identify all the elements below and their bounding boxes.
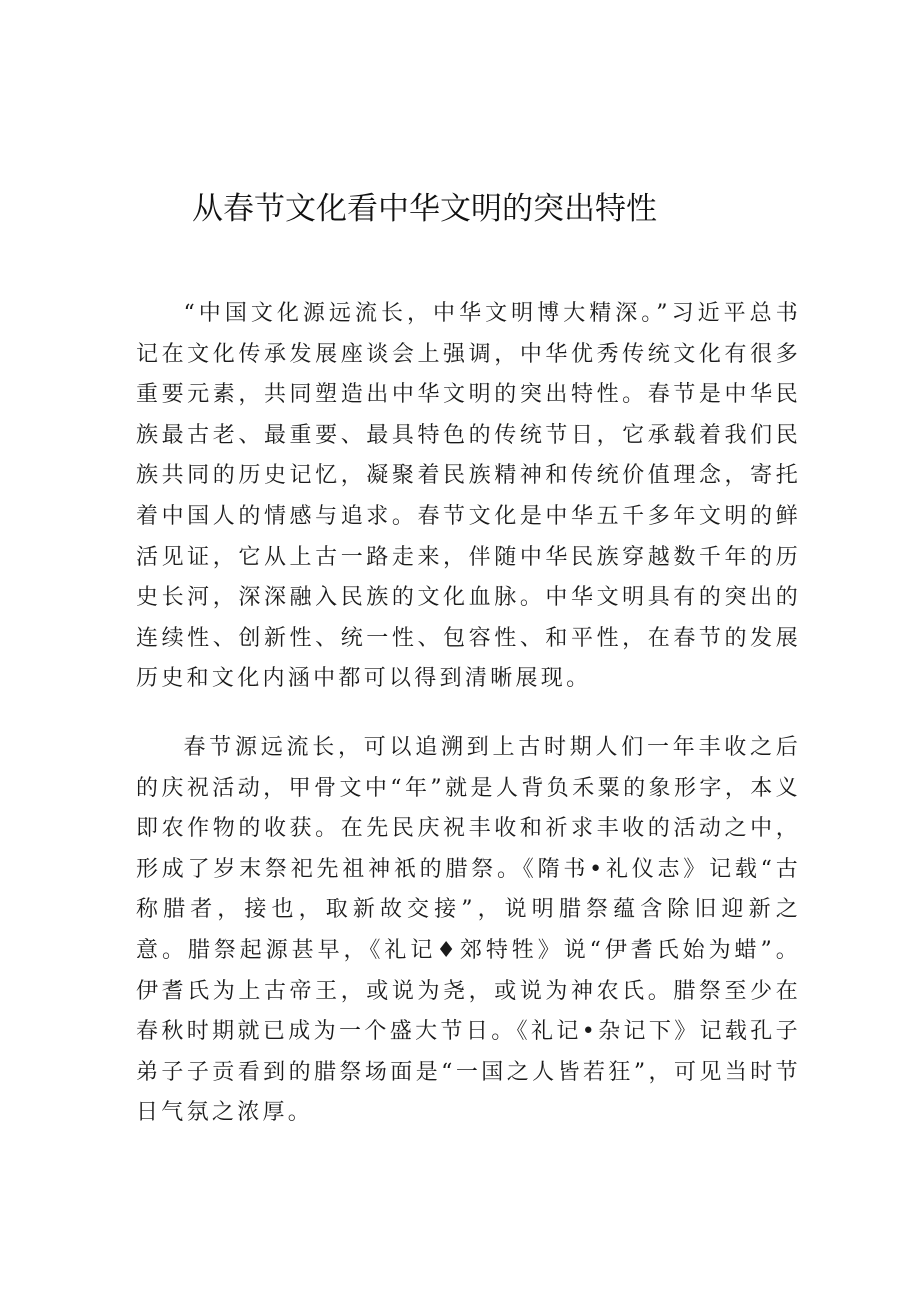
paragraph-2: 春节源远流长，可以追溯到上古时期人们一年丰收之后的庆祝活动，甲骨文中“年”就是人背负禾粟的象形字，本义即农作物的收获。在先民庆祝丰收和祈求丰收的活动之中，形成了岁末祭祀先祖神祇的腊祭。《隋书•礼仪志》记载“古称腊者，接也，取新故交接”，说明腊祭蕴含除旧迎新之意。腊祭起源甚早，《礼记♦郊特牲》说“伊耆氏始为蜡”。伊耆氏为上古帝王，或说为尧，或说为神农氏。腊祭至少在春秋时期就已成为一个盛大节日。《礼记•杂记下》记载孔子弟子子贡看到的腊祭场面是“一国之人皆若狂”，可见当时节日气氛之浓厚。 bbox=[136, 735, 801, 1126]
page-title: 从春节文化看中华文明的突出特性 bbox=[192, 191, 657, 227]
paragraph-1: “中国文化源远流长，中华文明博大精深。”习近平总书记在文化传承发展座谈会上强调，中华优秀传统文化有很多重要元素，共同塑造出中华文明的突出特性。春节是中华民族最古老、最重要、最具特色的传统节日，它承载着我们民族共同的历史记忆，凝聚着民族精神和传统价值理念，寄托着中国人的情感与追求。春节文化是中华五千多年文明的鲜活见证，它从上古一路走来，伴随中华民族穿越数千年的历史长河，深深融入民族的文化血脉。中华文明具有的突出的连续性、创新性、统一性、包容性、和平性，在春节的发展历史和文化内涵中都可以得到清晰展现。 bbox=[136, 301, 801, 692]
